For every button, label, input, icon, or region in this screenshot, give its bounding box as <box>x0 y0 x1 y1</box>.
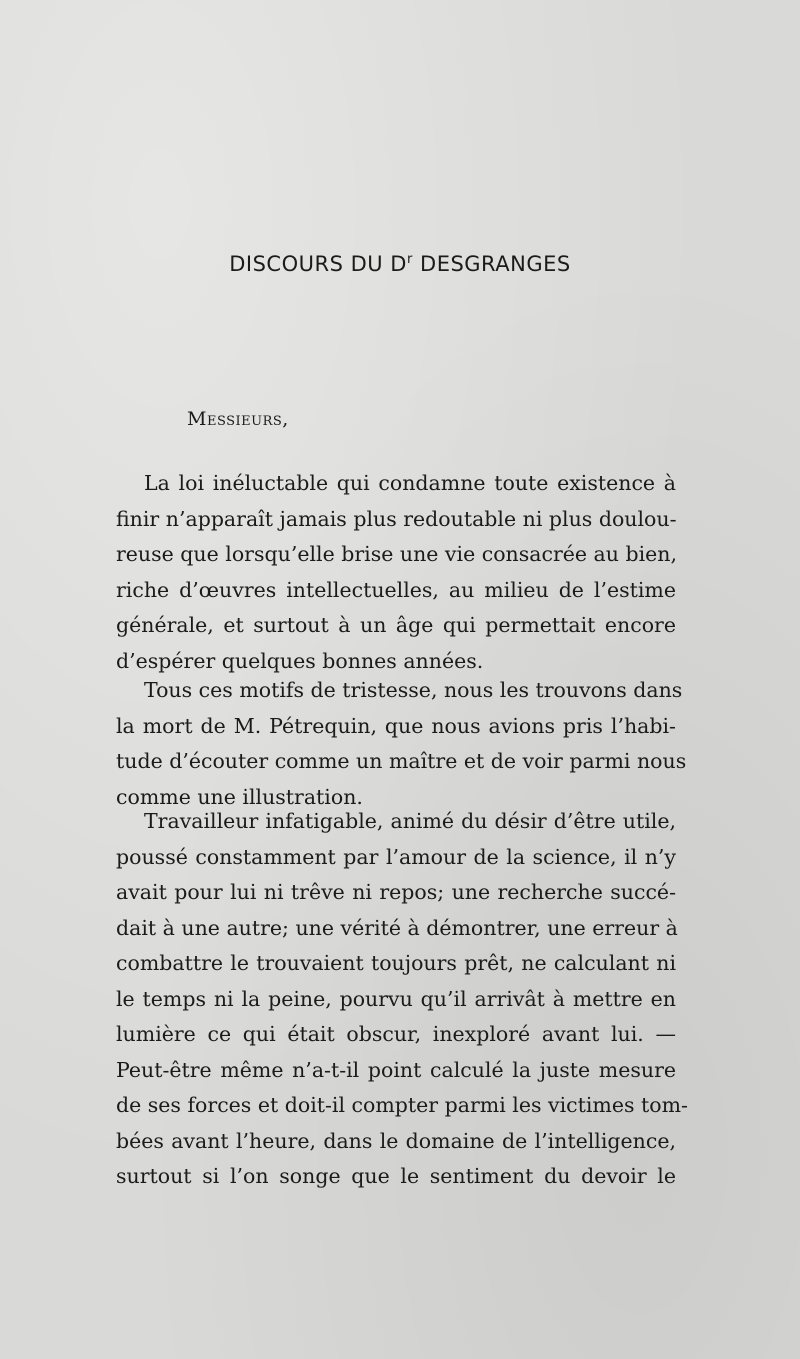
heading-text-after: DESGRANGES <box>412 252 571 276</box>
text-line: dait à une autre; une vérité à démontrer, une erreur à <box>116 915 678 940</box>
paragraph-2 <box>116 673 687 815</box>
text-line: bées avant l’heure, dans le domaine de l’intelligence, <box>116 1128 676 1153</box>
text-line: d’espérer quelques bonnes années. <box>116 648 484 673</box>
text-line: comme une illustration. <box>116 784 363 809</box>
text-line: reuse que lorsqu’elle brise une vie consacrée au bien, <box>116 542 678 566</box>
text-line: tude d’écouter comme un maître et de voir parmi nous <box>116 749 687 773</box>
paragraph-1 <box>116 466 676 679</box>
text-line: générale, et surtout à un âge qui permettait encore <box>116 613 676 637</box>
text-line: poussé constamment par l’amour de la science, il n’y <box>116 844 676 869</box>
text-line: lumière ce qui était obscur, inexploré avant lui. — <box>116 1022 676 1046</box>
salutation: Messieurs, <box>187 408 289 430</box>
page-heading <box>0 252 800 276</box>
heading-text-before: DISCOURS DU D <box>229 252 407 276</box>
text-line: Peut-être même n’a-t-il point calculé la juste mesure <box>116 1057 676 1082</box>
text-line: combattre le trouvaient toujours prêt, ne calculant ni <box>116 951 676 975</box>
text-line: surtout si l’on songe que le sentiment du devoir le <box>116 1164 676 1188</box>
text-line: Tous ces motifs de tristesse, nous les trouvons dans <box>144 678 683 702</box>
text-line: avait pour lui ni trêve ni repos; une recherche succé- <box>116 880 676 904</box>
text-line: Travailleur infatigable, animé du désir d’être utile, <box>144 809 676 833</box>
text-line: finir n’apparaît jamais plus redoutable ni plus doulou- <box>116 506 677 531</box>
paragraph-3 <box>116 804 688 1195</box>
text-line: la mort de M. Pétrequin, que nous avions pris l’habi- <box>116 713 676 738</box>
text-line: riche d’œuvres intellectuelles, au milieu de l’estime <box>116 577 676 602</box>
text-line: de ses forces et doit-il compter parmi les victimes tom- <box>116 1093 688 1117</box>
text-line: La loi inéluctable qui condamne toute existence à <box>144 471 676 495</box>
text-line: le temps ni la peine, pourvu qu’il arrivât à mettre en <box>116 986 676 1011</box>
heading-superscript: r <box>406 252 413 267</box>
